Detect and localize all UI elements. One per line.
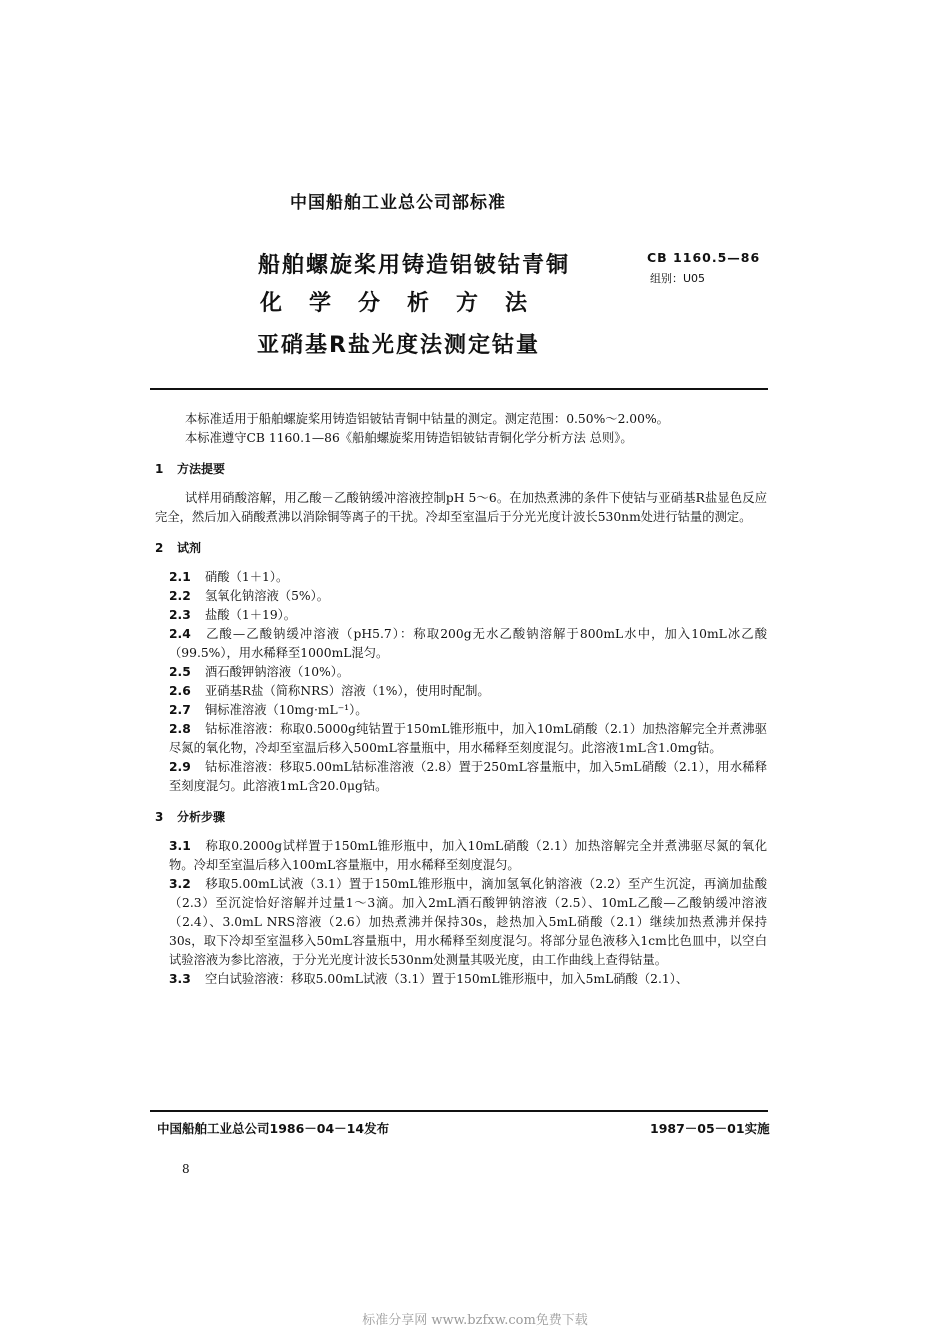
section-3-heading xyxy=(155,808,767,827)
numbered-clause xyxy=(169,587,767,606)
numbered-clause xyxy=(169,625,767,663)
section-1-text: 试样用硝酸溶解，用乙酸－乙酸钠缓冲溶液控制pH 5～6。在加热煮沸的条件下使钴与亚硝基R盐显色反应完全，然后加入硝酸煮沸以消除铜等离子的干扰。冷却至室温后于分光光度计波长530nm处进行钴量的测定。 xyxy=(155,491,767,524)
section-title: 方法提要 xyxy=(177,462,226,476)
standard-code: CB 1160.5—86 xyxy=(647,250,761,265)
numbered-clause xyxy=(169,701,767,720)
clause-text: 钴标准溶液：称取0.5000g纯钴置于150mL锥形瓶中，加入10mL硝酸（2.1）加热溶解完全并煮沸驱尽氮的氧化物，冷却至室温后移入500mL容量瓶中，用水稀释至刻度混匀。此溶液1mL含1.0mg钴。 xyxy=(169,722,767,755)
section-title: 试剂 xyxy=(177,541,202,555)
clause-text: 氢氧化钠溶液（5%）。 xyxy=(205,589,330,603)
numbered-clause xyxy=(169,837,767,875)
section-number: 1 xyxy=(155,462,164,476)
numbered-clause xyxy=(169,568,767,587)
clause-number: 2.3 xyxy=(169,608,191,622)
clause-number: 2.8 xyxy=(169,722,191,736)
clause-text: 硝酸（1＋1）。 xyxy=(205,570,289,584)
document-body xyxy=(155,410,767,989)
page-number: 8 xyxy=(182,1162,190,1176)
clause-number: 3.1 xyxy=(169,839,191,853)
numbered-clause xyxy=(169,663,767,682)
clause-text: 钴标准溶液：移取5.00mL钴标准溶液（2.8）置于250mL容量瓶中，加入5mL硝酸（2.1），用水稀释至刻度混匀。此溶液1mL含20.0μg钴。 xyxy=(169,760,767,793)
numbered-clause xyxy=(169,606,767,625)
section-number: 2 xyxy=(155,541,164,555)
clause-number: 3.2 xyxy=(169,877,191,891)
procedure-list xyxy=(155,837,767,989)
clause-text: 称取0.2000g试样置于150mL锥形瓶中，加入10mL硝酸（2.1）加热溶解完全并煮沸驱尽氮的氧化物。冷却至室温后移入100mL容量瓶中，用水稀释至刻度混匀。 xyxy=(169,839,767,872)
reagent-list xyxy=(155,568,767,796)
effective-date: 1987－05－01实施 xyxy=(650,1121,770,1136)
numbered-clause xyxy=(169,758,767,796)
clause-text: 盐酸（1＋19）。 xyxy=(205,608,297,622)
clause-number: 2.1 xyxy=(169,570,191,584)
title-line-3: 亚硝基R盐光度法测定钴量 xyxy=(257,333,540,358)
clause-number: 2.6 xyxy=(169,684,191,698)
clause-text: 铜标准溶液（10mg·mL⁻¹）。 xyxy=(205,703,368,717)
intro-compliance: 本标准遵守CB 1160.1—86《船舶螺旋桨用铸造铝铍钴青铜化学分析方法 总则》。 xyxy=(185,431,633,445)
title-line-1: 船舶螺旋桨用铸造铝铍钴青铜 xyxy=(258,253,571,278)
clause-text: 空白试验溶液：移取5.00mL试液（3.1）置于150mL锥形瓶中，加入5mL硝酸（2.1）、 xyxy=(205,972,689,986)
numbered-clause xyxy=(169,682,767,701)
issue-date: 中国船舶工业总公司1986－04－14发布 xyxy=(157,1121,390,1136)
clause-number: 2.5 xyxy=(169,665,191,679)
site-watermark: 标准分享网 www.bzfxw.com免费下载 xyxy=(362,1313,588,1328)
numbered-clause xyxy=(169,875,767,970)
clause-number: 3.3 xyxy=(169,972,191,986)
section-2-heading xyxy=(155,539,767,558)
clause-number: 2.2 xyxy=(169,589,191,603)
standard-group: 组别：U05 xyxy=(650,272,706,285)
top-divider xyxy=(150,388,768,390)
section-title: 分析步骤 xyxy=(177,810,226,824)
clause-number: 2.7 xyxy=(169,703,191,717)
issuing-organization: 中国船舶工业总公司部标准 xyxy=(290,193,506,213)
clause-number: 2.4 xyxy=(169,627,191,641)
clause-text: 乙酸—乙酸钠缓冲溶液（pH5.7）：称取200g无水乙酸钠溶解于800mL水中，加入10mL冰乙酸（99.5%），用水稀释至1000mL混匀。 xyxy=(169,627,767,660)
numbered-clause xyxy=(169,720,767,758)
clause-text: 酒石酸钾钠溶液（10%）。 xyxy=(205,665,350,679)
clause-text: 移取5.00mL试液（3.1）置于150mL锥形瓶中，滴加氢氧化钠溶液（2.2）至产生沉淀，再滴加盐酸（2.3）至沉淀恰好溶解并过量1～3滴。加入2mL酒石酸钾钠溶液（2.5）、10mL乙酸—乙酸钠缓冲溶液（2.4）、3.0mL NRS溶液（2.6）加热煮沸并保持30s，趁热加入5mL硝酸（2.1）继续加热煮沸并保持30s，取下冷却至室温移入50mL容量瓶中，用水稀释至刻度混匀。将部分显色液移入1cm比色皿中，以空白试验溶液为参比溶液，于分光光度计波长530nm处测量其吸光度，由工作曲线上查得钴量。 xyxy=(169,877,767,967)
bottom-divider xyxy=(150,1110,768,1112)
title-line-2: 化学分析方法 xyxy=(260,291,555,316)
clause-text: 亚硝基R盐（简称NRS）溶液（1%），使用时配制。 xyxy=(205,684,490,698)
intro-scope: 本标准适用于船舶螺旋桨用铸造铝铍钴青铜中钴量的测定。测定范围：0.50%～2.00%。 xyxy=(185,412,669,426)
section-number: 3 xyxy=(155,810,164,824)
numbered-clause xyxy=(169,970,767,989)
clause-number: 2.9 xyxy=(169,760,191,774)
section-1-heading xyxy=(155,460,767,479)
